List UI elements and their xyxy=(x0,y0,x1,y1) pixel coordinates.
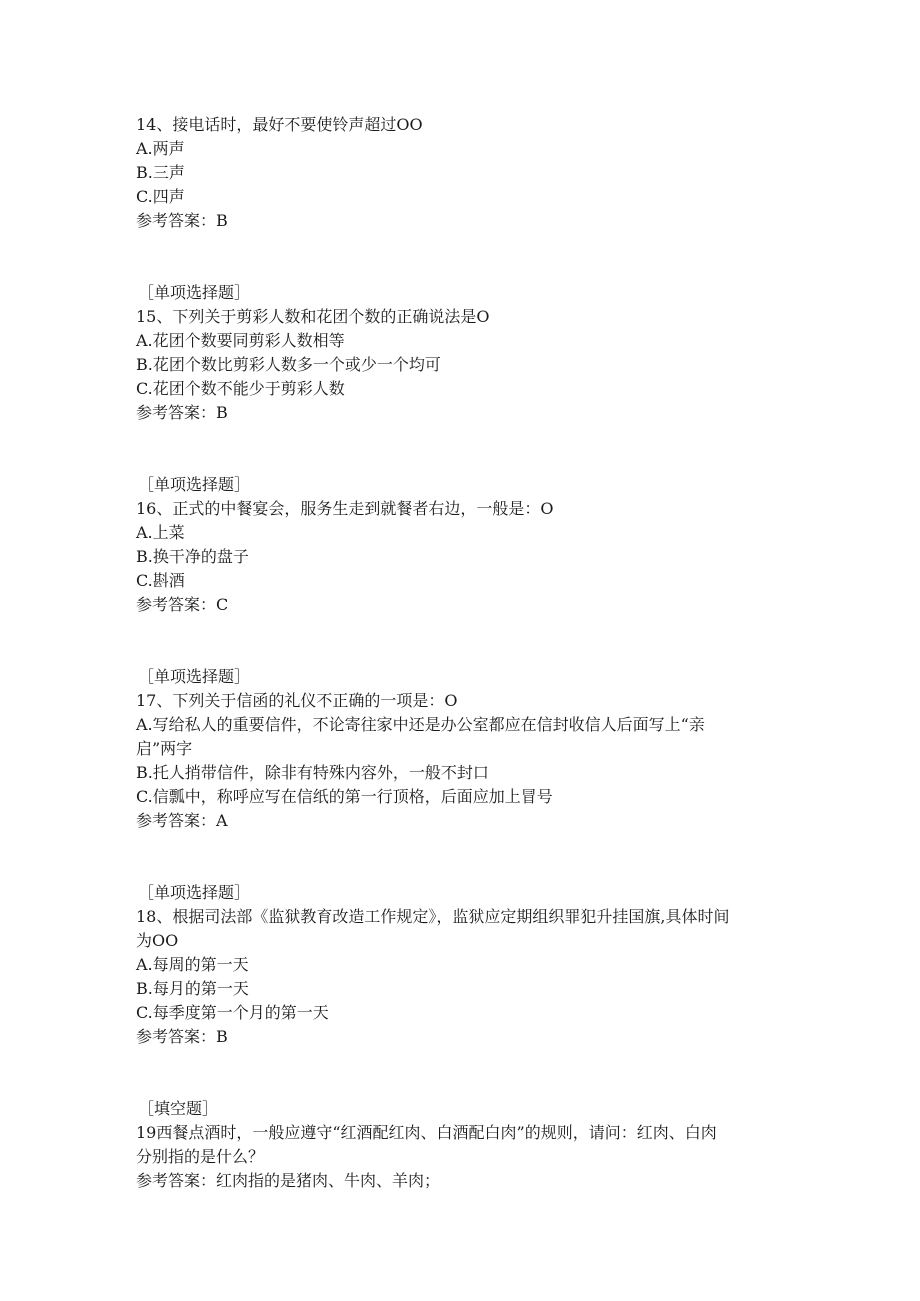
question-type-tag: ［单项选择题］ xyxy=(138,667,251,686)
question-type-tag: ［单项选择题］ xyxy=(138,283,251,302)
option-a: A.花团个数要同剪彩人数相等 xyxy=(136,331,345,350)
option-c: C.四声 xyxy=(136,187,185,206)
answer-text: 参考答案：B xyxy=(136,1027,228,1046)
answer-text: 参考答案：红肉指的是猪肉、牛肉、羊肉； xyxy=(136,1171,441,1190)
question-block-15 xyxy=(136,281,786,425)
question-block-18 xyxy=(136,881,786,1049)
option-a-continued: 启”两字 xyxy=(136,739,193,758)
question-block-19 xyxy=(136,1097,786,1193)
answer-text: 参考答案：A xyxy=(136,811,228,830)
question-text: 18、根据司法部《监狱教育改造工作规定》，监狱应定期组织罪犯升挂国旗,具体时间 xyxy=(136,907,730,926)
question-block-14 xyxy=(136,113,786,233)
option-b: B.换干净的盘子 xyxy=(136,547,249,566)
option-c: C.斟酒 xyxy=(136,571,185,590)
option-b: B.托人捎带信件，除非有特殊内容外，一般不封口 xyxy=(136,763,489,782)
question-list xyxy=(136,113,786,1241)
answer-text: 参考答案：B xyxy=(136,211,228,230)
option-c: C.信瓢中，称呼应写在信纸的第一行顶格，后面应加上冒号 xyxy=(136,787,553,806)
option-a: A.每周的第一天 xyxy=(136,955,249,974)
question-block-16 xyxy=(136,473,786,617)
question-text-continued: 为OO xyxy=(136,931,179,950)
question-text: 15、下列关于剪彩人数和花团个数的正确说法是O xyxy=(136,307,490,326)
question-text: 14、接电话时，最好不要使铃声超过OO xyxy=(136,115,423,134)
answer-text: 参考答案：B xyxy=(136,403,228,422)
option-a: A.写给私人的重要信件，不论寄往家中还是办公室都应在信封收信人后面写上“亲 xyxy=(136,715,705,734)
option-b: B.花团个数比剪彩人数多一个或少一个均可 xyxy=(136,355,441,374)
question-type-tag: ［单项选择题］ xyxy=(138,883,251,902)
option-a: A.上菜 xyxy=(136,523,185,542)
answer-text: 参考答案：C xyxy=(136,595,229,614)
question-block-17 xyxy=(136,665,786,833)
question-text-continued: 分别指的是什么？ xyxy=(136,1147,265,1166)
option-c: C.每季度第一个月的第一天 xyxy=(136,1003,329,1022)
option-b: B.三声 xyxy=(136,163,185,182)
question-type-tag: ［填空题］ xyxy=(138,1099,219,1118)
option-b: B.每月的第一天 xyxy=(136,979,249,998)
question-text: 16、正式的中餐宴会，服务生走到就餐者右边，一般是：O xyxy=(136,499,554,518)
option-a: A.两声 xyxy=(136,139,185,158)
question-text: 19西餐点酒时，一般应遵守“红酒配红肉、白酒配白肉”的规则，请问：红肉、白肉 xyxy=(136,1123,717,1142)
option-c: C.花团个数不能少于剪彩人数 xyxy=(136,379,345,398)
question-type-tag: ［单项选择题］ xyxy=(138,475,251,494)
question-text: 17、下列关于信函的礼仪不正确的一项是：O xyxy=(136,691,458,710)
